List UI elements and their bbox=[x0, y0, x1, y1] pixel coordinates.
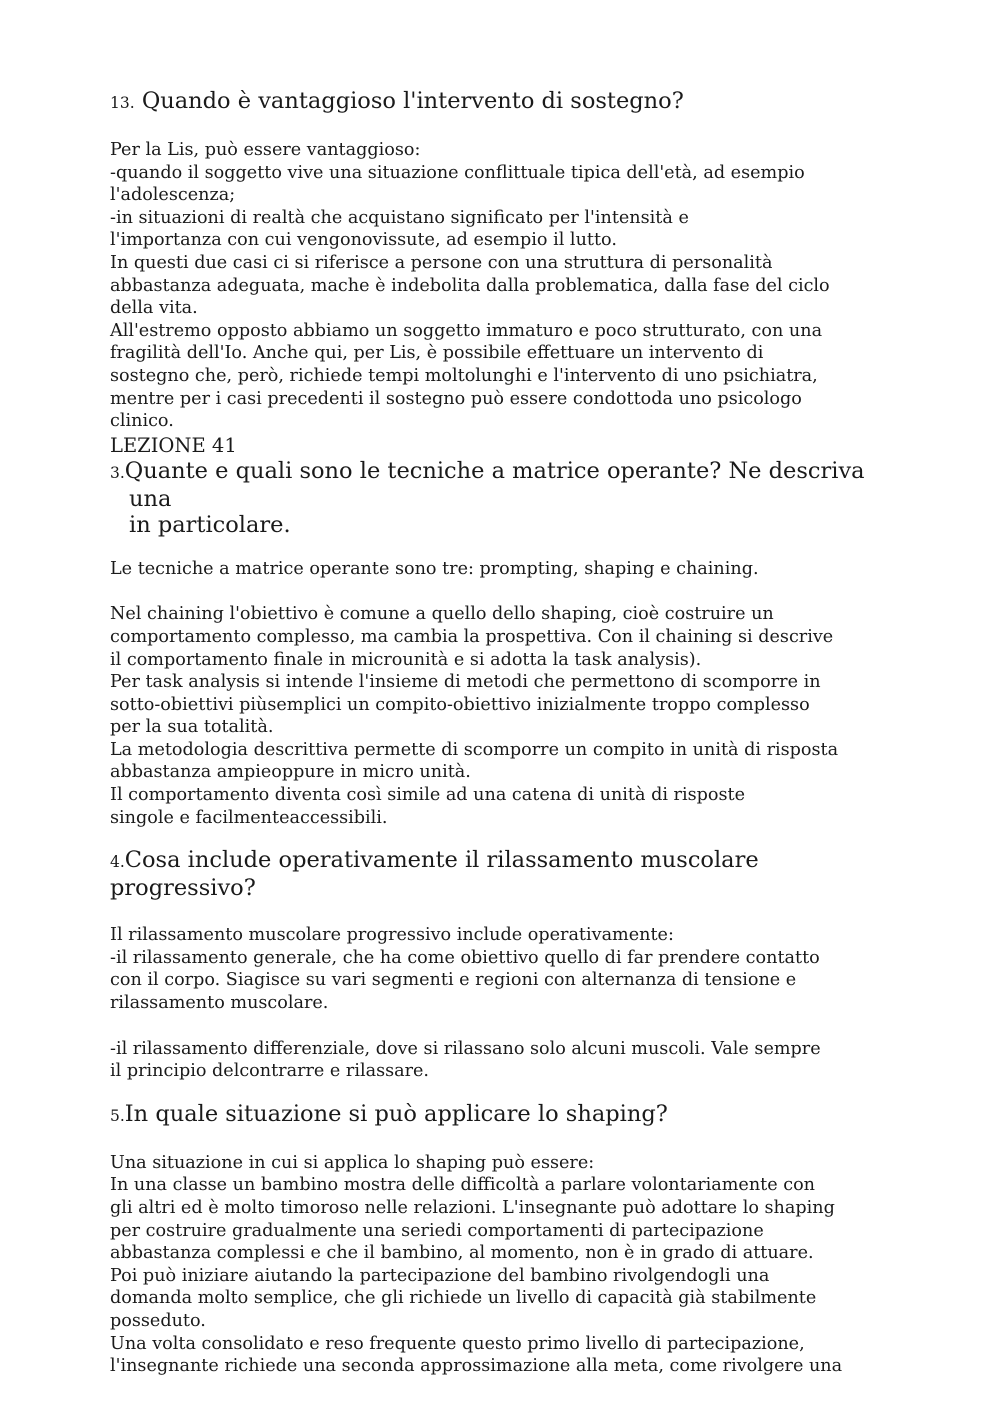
answer-4 bbox=[110, 924, 900, 1014]
question-3-heading bbox=[110, 458, 900, 538]
answer-4-part-2 bbox=[110, 1038, 900, 1083]
text-line: il comportamento finale in microunità e si adotta la task analysis). bbox=[110, 649, 702, 670]
text-line: In questi due casi ci si riferisce a persone con una struttura di personalità bbox=[110, 252, 773, 273]
question-number: 5. bbox=[110, 1106, 125, 1125]
text-line: rilassamento muscolare. bbox=[110, 993, 329, 1014]
text-line: sotto-obiettivi piùsemplici un compito-obiettivo inizialmente troppo complesso bbox=[110, 694, 810, 715]
answer-5 bbox=[110, 1152, 900, 1378]
answer-3-intro: Le tecniche a matrice operante sono tre: prompting, shaping e chaining. bbox=[110, 558, 759, 579]
question-title-line-2: in particolare. bbox=[129, 511, 291, 538]
question-13-heading bbox=[110, 88, 900, 116]
text-line: -quando il soggetto vive una situazione conflittuale tipica dell'età, ad esempio bbox=[110, 162, 805, 183]
question-number: 3. bbox=[110, 463, 125, 482]
question-5-heading bbox=[110, 1101, 900, 1129]
text-line: domanda molto semplice, che gli richiede un livello di capacità già stabilmente bbox=[110, 1288, 817, 1309]
text-line: In una classe un bambino mostra delle difficoltà a parlare volontariamente con bbox=[110, 1175, 816, 1196]
question-number: 4. bbox=[110, 853, 125, 872]
text-line: abbastanza complessi e che il bambino, al momento, non è in grado di attuare. bbox=[110, 1243, 814, 1264]
document-page bbox=[110, 88, 900, 1378]
text-line: sostegno che, però, richiede tempi moltolunghi e l'intervento di uno psichiatra, bbox=[110, 365, 818, 386]
text-line: Una situazione in cui si applica lo shaping può essere: bbox=[110, 1152, 595, 1173]
text-line: Il rilassamento muscolare progressivo include operativamente: bbox=[110, 925, 674, 946]
text-line: Per task analysis si intende l'insieme di metodi che permettono di scomporre in bbox=[110, 672, 821, 693]
text-line: Poi può iniziare aiutando la partecipazione del bambino rivolgendogli una bbox=[110, 1265, 770, 1286]
lesson-heading: LEZIONE 41 bbox=[110, 433, 237, 457]
text-line: -il rilassamento differenziale, dove si rilassano solo alcuni muscoli. Vale sempre bbox=[110, 1038, 821, 1059]
text-line: clinico. bbox=[110, 411, 174, 432]
text-line: Nel chaining l'obiettivo è comune a quello dello shaping, cioè costruire un bbox=[110, 604, 774, 625]
text-line: Una volta consolidato e reso frequente questo primo livello di partecipazione, bbox=[110, 1333, 805, 1354]
text-line: l'adolescenza; bbox=[110, 185, 236, 206]
text-line: fragilità dell'Io. Anche qui, per Lis, è possibile effettuare un intervento di bbox=[110, 343, 764, 364]
text-line: comportamento complesso, ma cambia la prospettiva. Con il chaining si descrive bbox=[110, 626, 834, 647]
question-4-heading bbox=[110, 847, 900, 901]
text-line: -in situazioni di realtà che acquistano significato per l'intensità e bbox=[110, 207, 689, 228]
text-line: abbastanza adeguata, mache è indebolita dalla problematica, dalla fase del ciclo bbox=[110, 275, 830, 296]
question-title: Quando è vantaggioso l'intervento di sostegno? bbox=[141, 88, 684, 114]
text-line: La metodologia descrittiva permette di scomporre un compito in unità di risposta bbox=[110, 739, 839, 760]
answer-13 bbox=[110, 139, 900, 433]
text-line: Per la Lis, può essere vantaggioso: bbox=[110, 140, 421, 160]
text-line: con il corpo. Siagisce su vari segmenti e regioni con alternanza di tensione e bbox=[110, 970, 797, 991]
text-line: mentre per i casi precedenti il sostegno può essere condottoda uno psicologo bbox=[110, 388, 802, 409]
question-number: 13. bbox=[110, 94, 135, 112]
text-line: gli altri ed è molto timoroso nelle relazioni. L'insegnante può adottare lo shaping bbox=[110, 1198, 835, 1218]
question-title-line-1: Quante e quali sono le tecniche a matrice operante? Ne descriva una bbox=[124, 457, 865, 512]
answer-3 bbox=[110, 603, 900, 829]
text-line: l'importanza con cui vengonovissute, ad esempio il lutto. bbox=[110, 230, 617, 251]
text-line: singole e facilmenteaccessibili. bbox=[110, 807, 388, 828]
text-line: della vita. bbox=[110, 298, 198, 319]
text-line: posseduto. bbox=[110, 1310, 206, 1331]
text-line: l'insegnante richiede una seconda approssimazione alla meta, come rivolgere una bbox=[110, 1356, 843, 1377]
text-line: abbastanza ampieoppure in micro unità. bbox=[110, 762, 471, 783]
text-line: per costruire gradualmente una seriedi comportamenti di partecipazione bbox=[110, 1220, 764, 1241]
text-line: -il rilassamento generale, che ha come obiettivo quello di far prendere contatto bbox=[110, 947, 820, 968]
question-title: Cosa include operativamente il rilassamento muscolare progressivo? bbox=[110, 847, 759, 902]
text-line: il principio delcontrarre e rilassare. bbox=[110, 1061, 430, 1082]
text-line: per la sua totalità. bbox=[110, 717, 274, 738]
text-line: All'estremo opposto abbiamo un soggetto immaturo e poco strutturato, con una bbox=[110, 320, 823, 341]
question-title: In quale situazione si può applicare lo shaping? bbox=[124, 1100, 668, 1127]
text-line: Il comportamento diventa così simile ad una catena di unità di risposte bbox=[110, 785, 745, 806]
